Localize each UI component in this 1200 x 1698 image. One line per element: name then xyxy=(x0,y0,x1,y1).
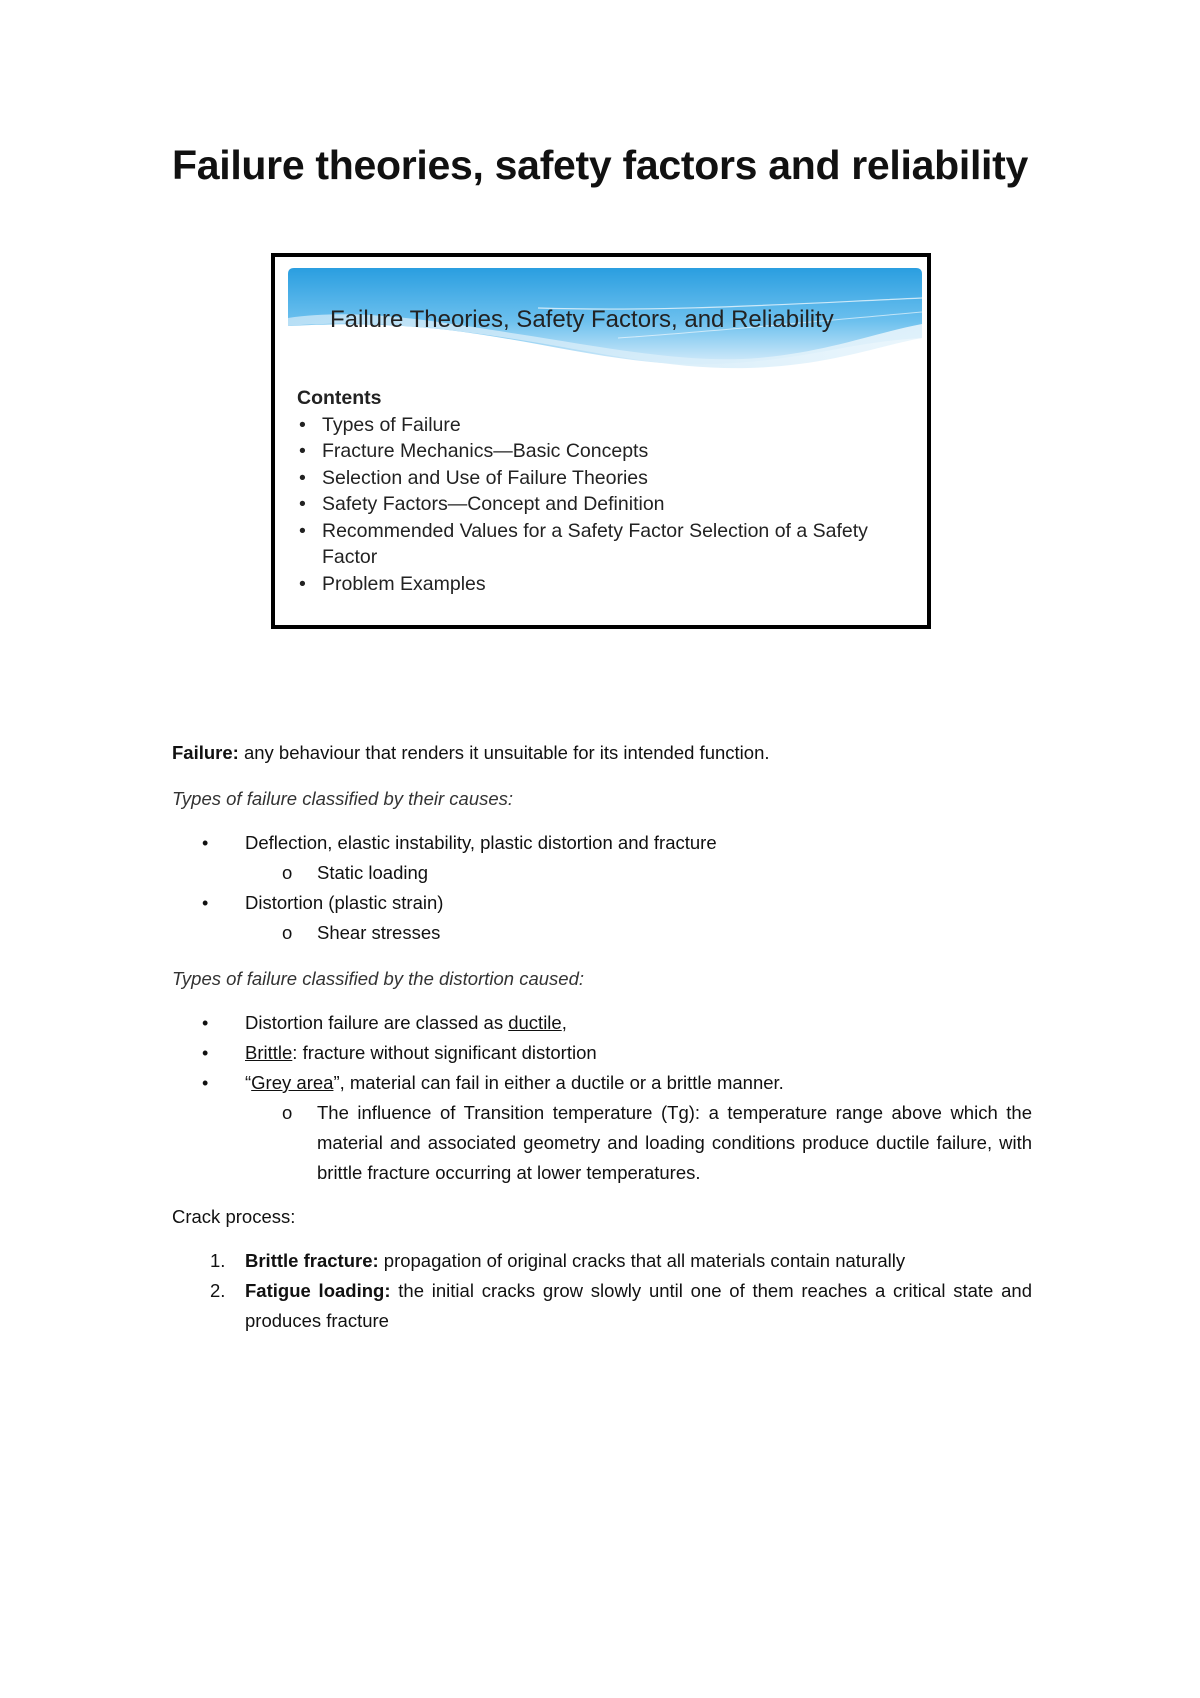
contents-heading: Contents xyxy=(297,387,382,409)
distortion-list xyxy=(172,1008,1032,1188)
slide-contents xyxy=(297,385,917,597)
bullet-icon: • xyxy=(202,1043,209,1063)
list-item: 2. Fatigue loading: the initial cracks grow slowly until one of them reaches a critical state and produces fracture xyxy=(210,1280,1032,1331)
bullet-icon: • xyxy=(299,466,306,489)
bullet-icon: • xyxy=(299,440,306,462)
page-title: Failure theories, safety factors and reliability xyxy=(171,142,1028,188)
list-item: o Shear stresses xyxy=(172,918,1032,948)
bullet-icon: • xyxy=(202,893,209,913)
bullet-icon: • xyxy=(202,1013,209,1033)
list-item: • Recommended Values for a Safety Factor Selection of a Safety Factor xyxy=(299,519,868,568)
causes-list xyxy=(172,828,1032,948)
sub-list xyxy=(245,1098,1032,1188)
bullet-icon: • xyxy=(299,493,306,515)
list-item: • Deflection, elastic instability, plastic distortion and fracture o Static loading xyxy=(172,828,1032,888)
causes-heading: Types of failure classified by their causes: xyxy=(172,788,514,809)
list-item: • Brittle: fracture without significant distortion xyxy=(172,1038,1032,1068)
list-item: o Static loading xyxy=(172,858,1032,888)
list-item: • Problem Examples xyxy=(297,571,917,598)
list-item: • “Grey area”, material can fail in either a ductile or a brittle manner. o The influence of Transition temperature (Tg): a temperature range above which the material and associated geometry and loading conditions produce ductile failure, with brittle fracture occurring at lower temperatures. xyxy=(172,1068,1032,1188)
distortion-heading: Types of failure classified by the distortion caused: xyxy=(172,968,585,989)
slide-banner xyxy=(288,268,922,370)
bullet-icon: • xyxy=(299,413,306,436)
list-item: • Distortion (plastic strain) o Shear stresses xyxy=(172,888,1032,948)
body-text xyxy=(172,738,1032,1336)
list-item: • Selection and Use of Failure Theories xyxy=(297,465,917,492)
circle-bullet-icon: o xyxy=(282,1102,293,1123)
circle-bullet-icon: o xyxy=(282,862,293,883)
list-item: • Types of Failure xyxy=(297,412,917,439)
sub-list xyxy=(245,858,1032,888)
slide-image xyxy=(271,253,931,629)
list-item: • Safety Factors—Concept and Definition xyxy=(297,491,917,518)
sub-list xyxy=(245,918,1032,948)
list-item: • Distortion failure are classed as ductile, xyxy=(172,1008,1032,1038)
list-item: • Fracture Mechanics—Basic Concepts xyxy=(297,438,917,465)
crack-heading: Crack process: xyxy=(172,1206,296,1227)
bullet-icon: • xyxy=(299,519,306,542)
bullet-icon: • xyxy=(299,572,306,595)
contents-list xyxy=(297,412,917,598)
circle-bullet-icon: o xyxy=(282,922,293,943)
list-item: 1. Brittle fracture: propagation of original cracks that all materials contain naturally xyxy=(210,1250,906,1271)
bullet-icon: • xyxy=(202,833,209,853)
bullet-icon: • xyxy=(202,1073,209,1093)
list-item: o The influence of Transition temperature (Tg): a temperature range above which the material and associated geometry and loading conditions produce ductile failure, with brittle fracture occurring at lower temperatures. xyxy=(172,1098,1032,1188)
crack-list xyxy=(172,1246,1032,1336)
slide-title: Failure Theories, Safety Factors, and Reliability xyxy=(330,306,834,333)
failure-definition: Failure: any behaviour that renders it unsuitable for its intended function. xyxy=(172,742,770,763)
